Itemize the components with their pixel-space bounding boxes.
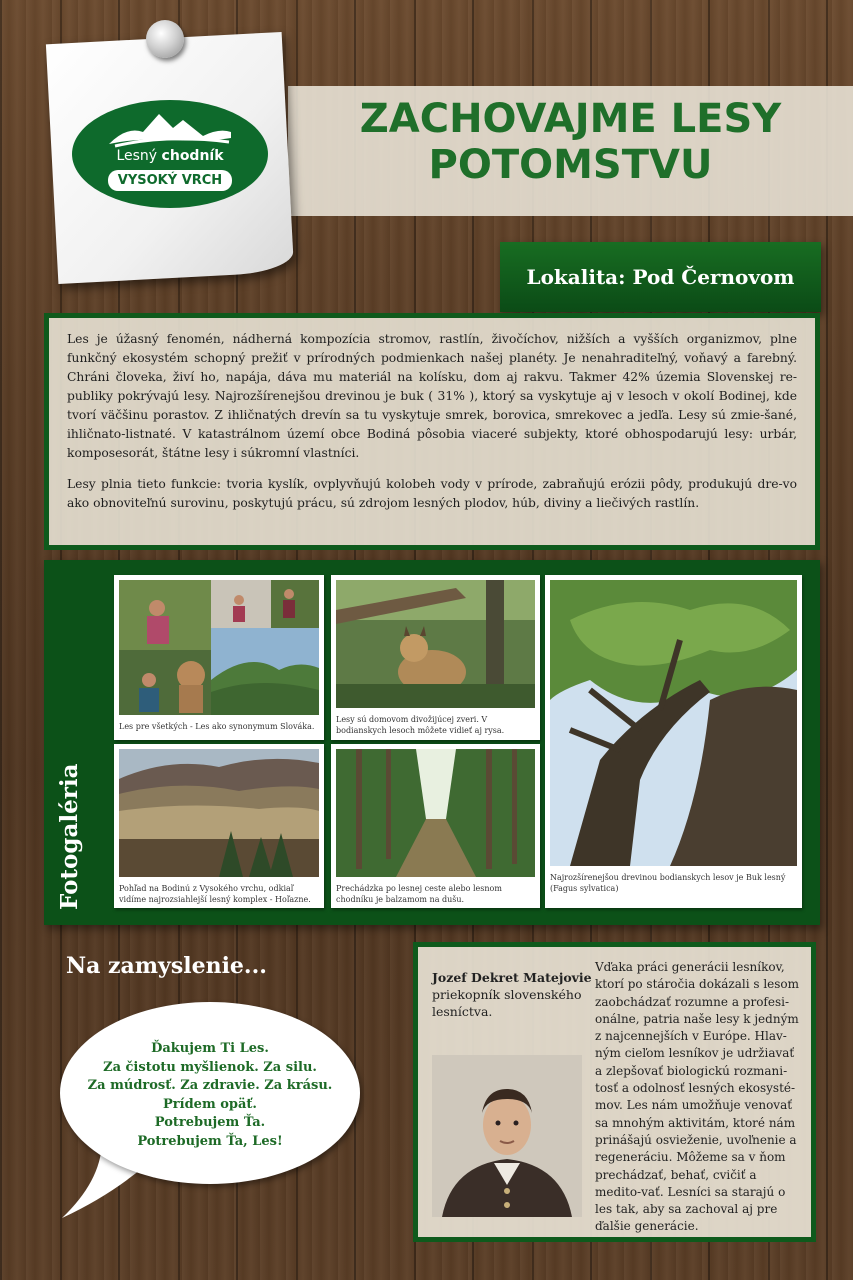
- photo-beech-tree: [550, 580, 797, 866]
- photo-panorama: [119, 749, 319, 877]
- logo: [72, 100, 268, 208]
- page-title: [288, 96, 853, 188]
- gallery-photo: [114, 575, 324, 740]
- title-line1: ZACHOVAJME LESY: [359, 96, 782, 142]
- photo-caption: Najrozšírenejšou drevinou bodianskych lesov je Buk lesný (Fagus sylvatica): [550, 873, 786, 893]
- bubble-line: Ďakujem Ti Les.: [151, 1041, 269, 1056]
- intro-text-box: [44, 313, 820, 550]
- title-line2: POTOMSTVU: [428, 142, 713, 188]
- intro-paragraph: Lesy plnia tieto funkcie: tvoria kyslík, ovplyvňujú kolobeh vody v prírode, zabraňujú erózii pôdy, produkujú dre-vo ako obnoviteľnú surovinu, poskytujú prácu, sú zdrojom lesných plodov, húb, diviny a liečivých rastlín.: [67, 477, 797, 510]
- gallery-photo: [331, 575, 540, 740]
- logo-line1: Lesný chodník: [116, 148, 224, 164]
- photo-caption: Prechádzka po lesnej ceste alebo lesnom chodníku je balzamom na dušu.: [336, 884, 502, 904]
- forester-name-block: [432, 969, 592, 1020]
- photo-caption: Pohľad na Bodinú z Vysokého vrchu, odkiaľ vidíme najrozsiahlejší lesný komplex - Hoľazne.: [119, 884, 311, 904]
- mountains-icon: [107, 108, 233, 148]
- photo-lynx: [336, 580, 535, 708]
- bubble-line: Potrebujem Ťa.: [154, 1115, 266, 1130]
- forester-bio: Vďaka práci generácii lesníkov, ktorí po stáročia dokázali s lesom zaobchádzať rozumne a profesi-onálne, patria naše lesy k jedným z najcennejších v Európe. Hlav-ným cieľom lesníkov je udržiavať a zlepšovať biologickú rozmani-tosť a odolnosť lesných ekosysté-mov. Les nám umožňuje venovať sa mnohým aktivitám, ktoré nám prinášajú osvieženie, uvoľnenie a regeneráciu. Môžeme sa v ňom prechádzať, behať, cvičiť a medito-vať. Lesníci sa starajú o les tak, aby sa zachoval aj pre ďalšie generácie.: [595, 960, 800, 1234]
- intro-paragraph: Les je úžasný fenomén, nádherná kompozícia stromov, rastlín, živočíchov, nižších a vyšších organizmov, plne funkčný ekosystém schopný prežiť v prírodných podmienkach našej planéty. Je nenahraditeľný, voňavý a farebný. Chráni človeka, živí ho, napája, dáva mu materiál na kolísku, dom aj rakvu. Takmer 42% územia Slovenskej re-publiky pokrývajú lesy. Najrozšírenejšou drevinou je buk ( 31% ), ktorý sa vyskytuje aj v lesoch v okolí Bodinej, kde tvorí väčšinu porastov. Z ihličnatých drevín sa tu vyskytuje smrek, borovica, smrekovec a jedľa. Lesy sú zmie-šané, ihličnato-listnaté. V katastrálnom území obce Bodiná pôsobia viaceré subjekty, ktoré obhospodarujú lesy: urbár, komposesorát, štátne lesy i súkromní vlastníci.: [67, 332, 797, 460]
- photo-caption: Les pre všetkých - Les ako synonymum Slováka.: [119, 722, 315, 731]
- pushpin-icon: [146, 20, 184, 58]
- photo-collage: [119, 580, 319, 715]
- bubble-line: Prídem opäť.: [163, 1096, 257, 1112]
- forester-name: Jozef Dekret Matejovie: [432, 970, 592, 985]
- photo-caption: Lesy sú domovom divožijúcej zveri. V bodianskych lesoch môžete vidieť aj rysa.: [336, 715, 505, 735]
- photo-forest-path: [336, 749, 535, 877]
- reflection-title: Na zamyslenie...: [66, 953, 267, 979]
- forester-portrait: [432, 1055, 582, 1217]
- bubble-line: Za čistotu myšlienok. Za silu.: [103, 1059, 317, 1075]
- gallery-photo: [114, 744, 324, 908]
- gallery-photo: [545, 575, 802, 908]
- gallery-label: Fotogaléria: [56, 763, 83, 910]
- bubble-line: Potrebujem Ťa, Les!: [137, 1133, 283, 1149]
- forester-role: priekopník slovenského lesníctva.: [432, 987, 582, 1019]
- locality-banner: Lokalita: Pod Černovom: [500, 242, 821, 312]
- bubble-line: Za múdrosť. Za zdravie. Za krásu.: [87, 1078, 333, 1093]
- speech-bubble-text: [60, 1040, 360, 1151]
- forester-box: [413, 942, 816, 1242]
- gallery-photo: [331, 744, 540, 908]
- logo-line2: VYSOKÝ VRCH: [108, 170, 232, 191]
